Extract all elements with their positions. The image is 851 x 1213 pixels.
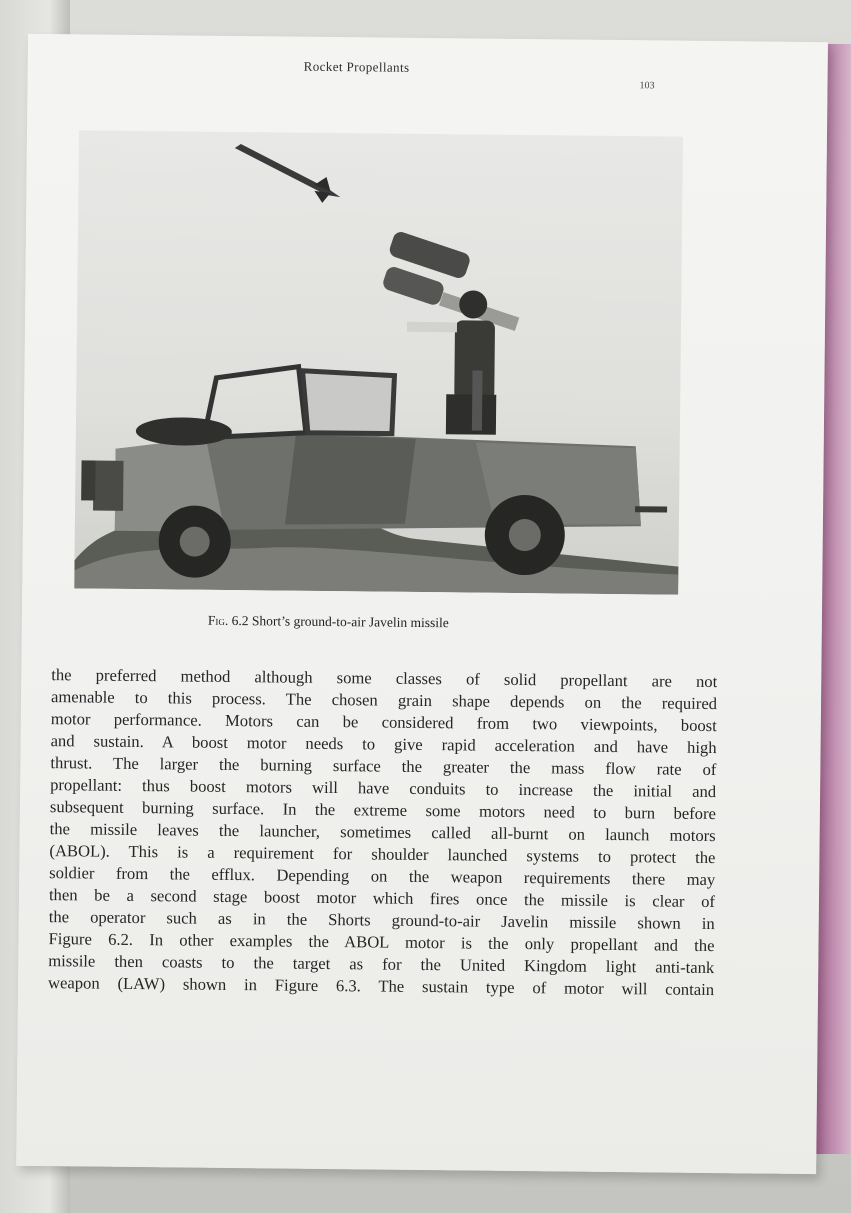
body-line: motor performance. Motors can be considered from two viewpoints, boost [50,709,717,736]
javelin-launcher-operator [380,230,521,435]
missile-in-flight [234,144,341,203]
figure-caption-text: Short’s ground-to-air Javelin missile [251,613,449,631]
body-line: (ABOL). This is a requirement for shoulder launched systems to protect the [49,841,716,868]
figure-photo [74,130,683,594]
body-line: thrust. The larger the burning surface the greater the mass flow rate of [50,753,717,780]
body-line: the operator such as in the Shorts ground-to-air Javelin missile shown in [48,907,715,934]
body-line: and sustain. A boost motor needs to give rapid acceleration and have high [50,731,717,758]
body-line: subsequent burning surface. In the extreme some motors need to burn before [49,797,716,824]
running-head: Rocket Propellants [303,58,410,75]
body-line: propellant: thus boost motors will have conduits to increase the initial and [50,775,717,802]
body-line: amenable to this process. The chosen grain shape depends on the required [50,687,718,714]
body-line: soldier from the efflux. Depending on the weapon requirements there may [49,863,716,890]
body-line: then be a second stage boost motor which fires once the missile is clear of [48,885,716,912]
body-line: the missile leaves the launcher, sometimes called all-burnt on launch motors [49,819,716,846]
figure-caption [208,613,449,632]
javelin-vehicle-photo [74,130,683,594]
body-line: weapon (LAW) shown in Figure 6.3. The sustain type of motor will contain [47,973,715,1000]
page-number: 103 [639,80,655,92]
body-line: the preferred method although some classes of solid propellant are not [51,665,718,692]
body-line: missile then coasts to the target as for the United Kingdom light anti-tank [48,951,715,978]
body-paragraph [48,664,717,1001]
body-line: Figure 6.2. In other examples the ABOL motor is the only propellant and the [48,929,715,956]
book-page [16,34,828,1174]
figure-label: Fig. 6.2 [207,612,249,629]
